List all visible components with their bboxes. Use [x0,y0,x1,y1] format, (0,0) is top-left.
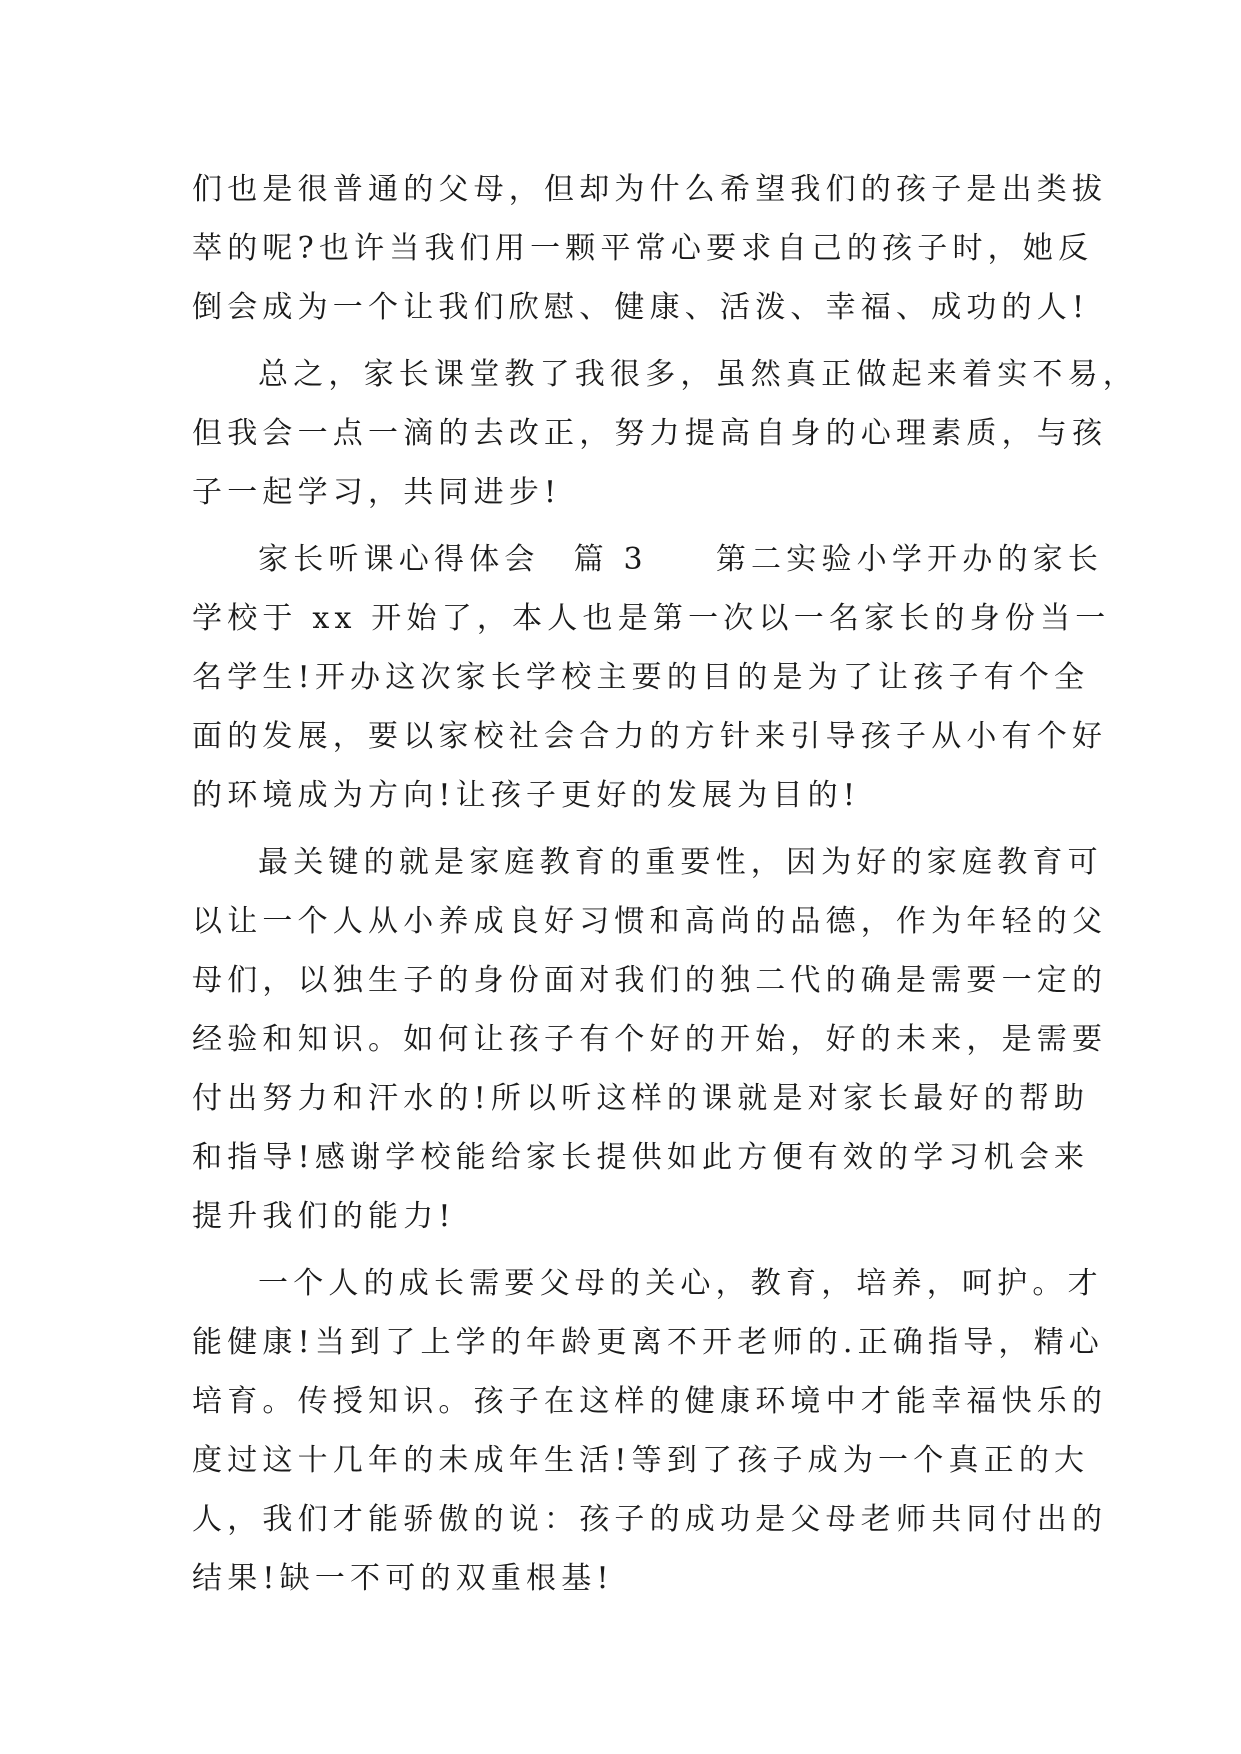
paragraph-2 [192,345,1138,522]
text-line: 以让一个人从小养成良好习惯和高尚的品德，作为年轻的父 [192,904,1108,939]
text-line: 一个人的成长需要父母的关心，教育，培养，呵护。才 [258,1266,1103,1301]
text-line: 第二实验小学开办的家长 [715,542,1104,577]
document-body [192,160,1138,1608]
text-line: 倒会成为一个让我们欣慰、健康、活泼、幸福、成功的人! [192,290,1090,325]
text-line: 结果!缺一不可的双重根基! [192,1561,614,1596]
text-line: 付出努力和汗水的!所以听这样的课就是对家长最好的帮助 [192,1081,1090,1116]
text-line: 提升我们的能力! [192,1199,456,1234]
text-line: 和指导!感谢学校能给家长提供如此方便有效的学习机会来 [192,1140,1090,1175]
text-line: 培育。传授知识。孩子在这样的健康环境中才能幸福快乐的 [192,1384,1108,1419]
text-line: 母们，以独生子的身份面对我们的独二代的确是需要一定的 [192,963,1108,998]
text-line: 的环境成为方向!让孩子更好的发展为目的! [192,778,861,813]
text-line: 经验和知识。如何让孩子有个好的开始，好的未来，是需要 [192,1022,1108,1057]
text-line: 萃的呢?也许当我们用一颗平常心要求自己的孩子时，她反 [192,231,1094,266]
text-line: 名学生!开办这次家长学校主要的目的是为了让孩子有个全 [192,660,1090,695]
text-line: 学校于 xx 开始了，本人也是第一次以一名家长的身份当一 [192,601,1111,636]
paragraph-1 [192,160,1108,337]
section-number: 篇 3 [573,542,648,577]
text-line: 人，我们才能骄傲的说：孩子的成功是父母老师共同付出的 [192,1502,1108,1537]
text-line: 能健康!当到了上学的年龄更离不开老师的.正确指导，精心 [192,1325,1104,1360]
text-line: 最关键的就是家庭教育的重要性，因为好的家庭教育可 [258,845,1103,880]
paragraph-5 [192,1254,1108,1608]
text-line: 度过这十几年的未成年生活!等到了孩子成为一个真正的大 [192,1443,1090,1478]
text-line: 面的发展，要以家校社会合力的方针来引导孩子从小有个好 [192,719,1108,754]
text-line: 子一起学习，共同进步! [192,475,562,510]
paragraph-4 [192,833,1108,1246]
paragraph-3 [192,530,1111,825]
section-heading: 家长听课心得体会 [258,542,540,577]
text-line: 总之，家长课堂教了我很多，虽然真正做起来着实不易， [258,357,1138,392]
text-line: 但我会一点一滴的去改正，努力提高自身的心理素质，与孩 [192,416,1108,451]
text-line: 们也是很普通的父母，但却为什么希望我们的孩子是出类拔 [192,172,1108,207]
section-heading-line [192,530,1104,589]
